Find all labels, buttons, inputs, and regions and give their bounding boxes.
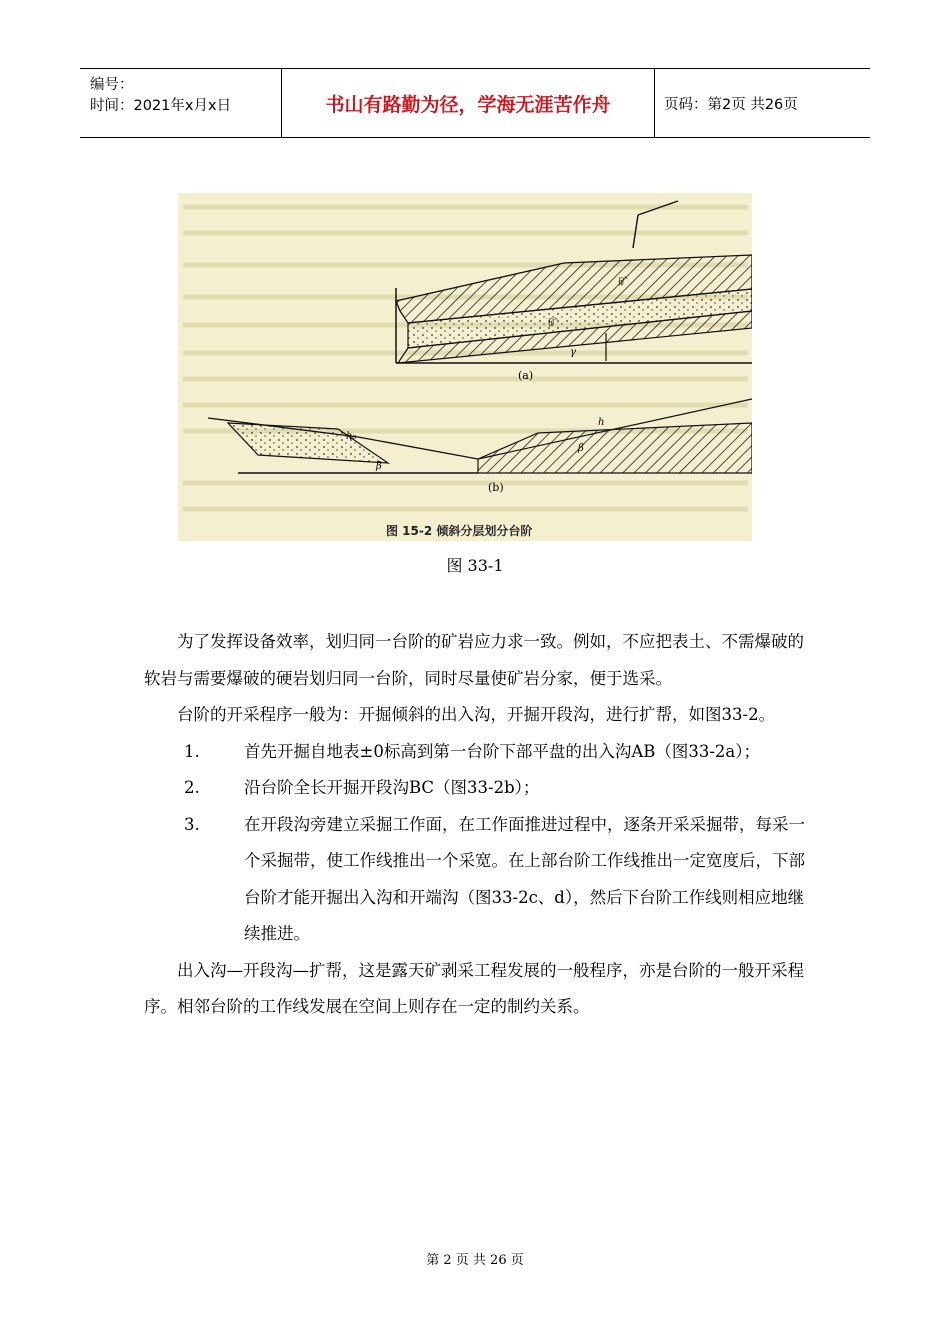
label-h0: h₀ [346, 431, 357, 442]
paragraph-3: 出入沟—开段沟—扩帮，这是露天矿剥采工程发展的一般程序，亦是台阶的一般开采程序。相邻台阶的工作线发展在空间上则存在一定的制约关系。 [144, 960, 804, 1016]
body-text [144, 624, 810, 1026]
paragraph-1: 为了发挥设备效率，划归同一台阶的矿岩应力求一致。例如，不应把表土、不需爆破的软岩与需要爆破的硬岩划归同一台阶，同时尽量使矿岩分家，便于选采。 [144, 632, 804, 688]
list-number-3: 3. [184, 814, 200, 834]
list-number-1: 1. [184, 741, 200, 761]
figure-caption: 图 33-1 [446, 556, 504, 575]
page-footer: 第 2 页 共 26 页 [426, 1253, 524, 1268]
label-b: (b) [488, 481, 504, 494]
page-header [80, 68, 870, 138]
label-ore-1: 矿 [618, 277, 628, 288]
image-caption: 图 15-2 倾斜分层划分台阶 [386, 524, 533, 538]
diagram-b [208, 399, 752, 473]
list-text-1: 首先开掘自地表±0标高到第一台阶下部平盘的出入沟AB（图33-2a）； [244, 741, 761, 761]
paragraph-2: 台阶的开采程序一般为：开掘倾斜的出入沟，开掘开段沟，进行扩帮，如图33-2。 [177, 705, 776, 724]
label-h: h [598, 417, 605, 428]
list-text-3: 在开段沟旁建立采掘工作面，在工作面推进过程中，逐条开采采掘带，每采一个采掘带，使工作线推出一个采宽。在上部台阶工作线推出一定宽度后，下部台阶才能开掘出入沟和开端沟（图33-2c、d），然后下台阶工作线则相应地继续推进。 [244, 814, 805, 943]
label-beta-1: β [376, 461, 382, 472]
header-left [90, 75, 231, 117]
figure-drawing [178, 193, 752, 541]
label-a: (a) [518, 369, 534, 382]
figure-image [178, 193, 752, 541]
list-item-2 [144, 770, 810, 807]
date-label: 时间：2021年x月x日 [90, 98, 232, 114]
list-item-1 [144, 734, 810, 771]
code-label: 编号： [90, 77, 134, 93]
list-number-2: 2. [184, 778, 200, 797]
header-motto: 书山有路勤为径，学海无涯苦作舟 [281, 69, 655, 137]
list-text-2: 沿台阶全长开掘开段沟BC（图33-2b）； [244, 778, 540, 797]
label-beta-2: β [578, 443, 584, 454]
label-ore-2: 矿 [548, 318, 558, 329]
header-page-info: 页码：第2页 共26页 [664, 96, 798, 113]
diagram-a [396, 201, 752, 363]
list-item-3 [144, 807, 810, 953]
label-gamma: γ [570, 347, 576, 358]
